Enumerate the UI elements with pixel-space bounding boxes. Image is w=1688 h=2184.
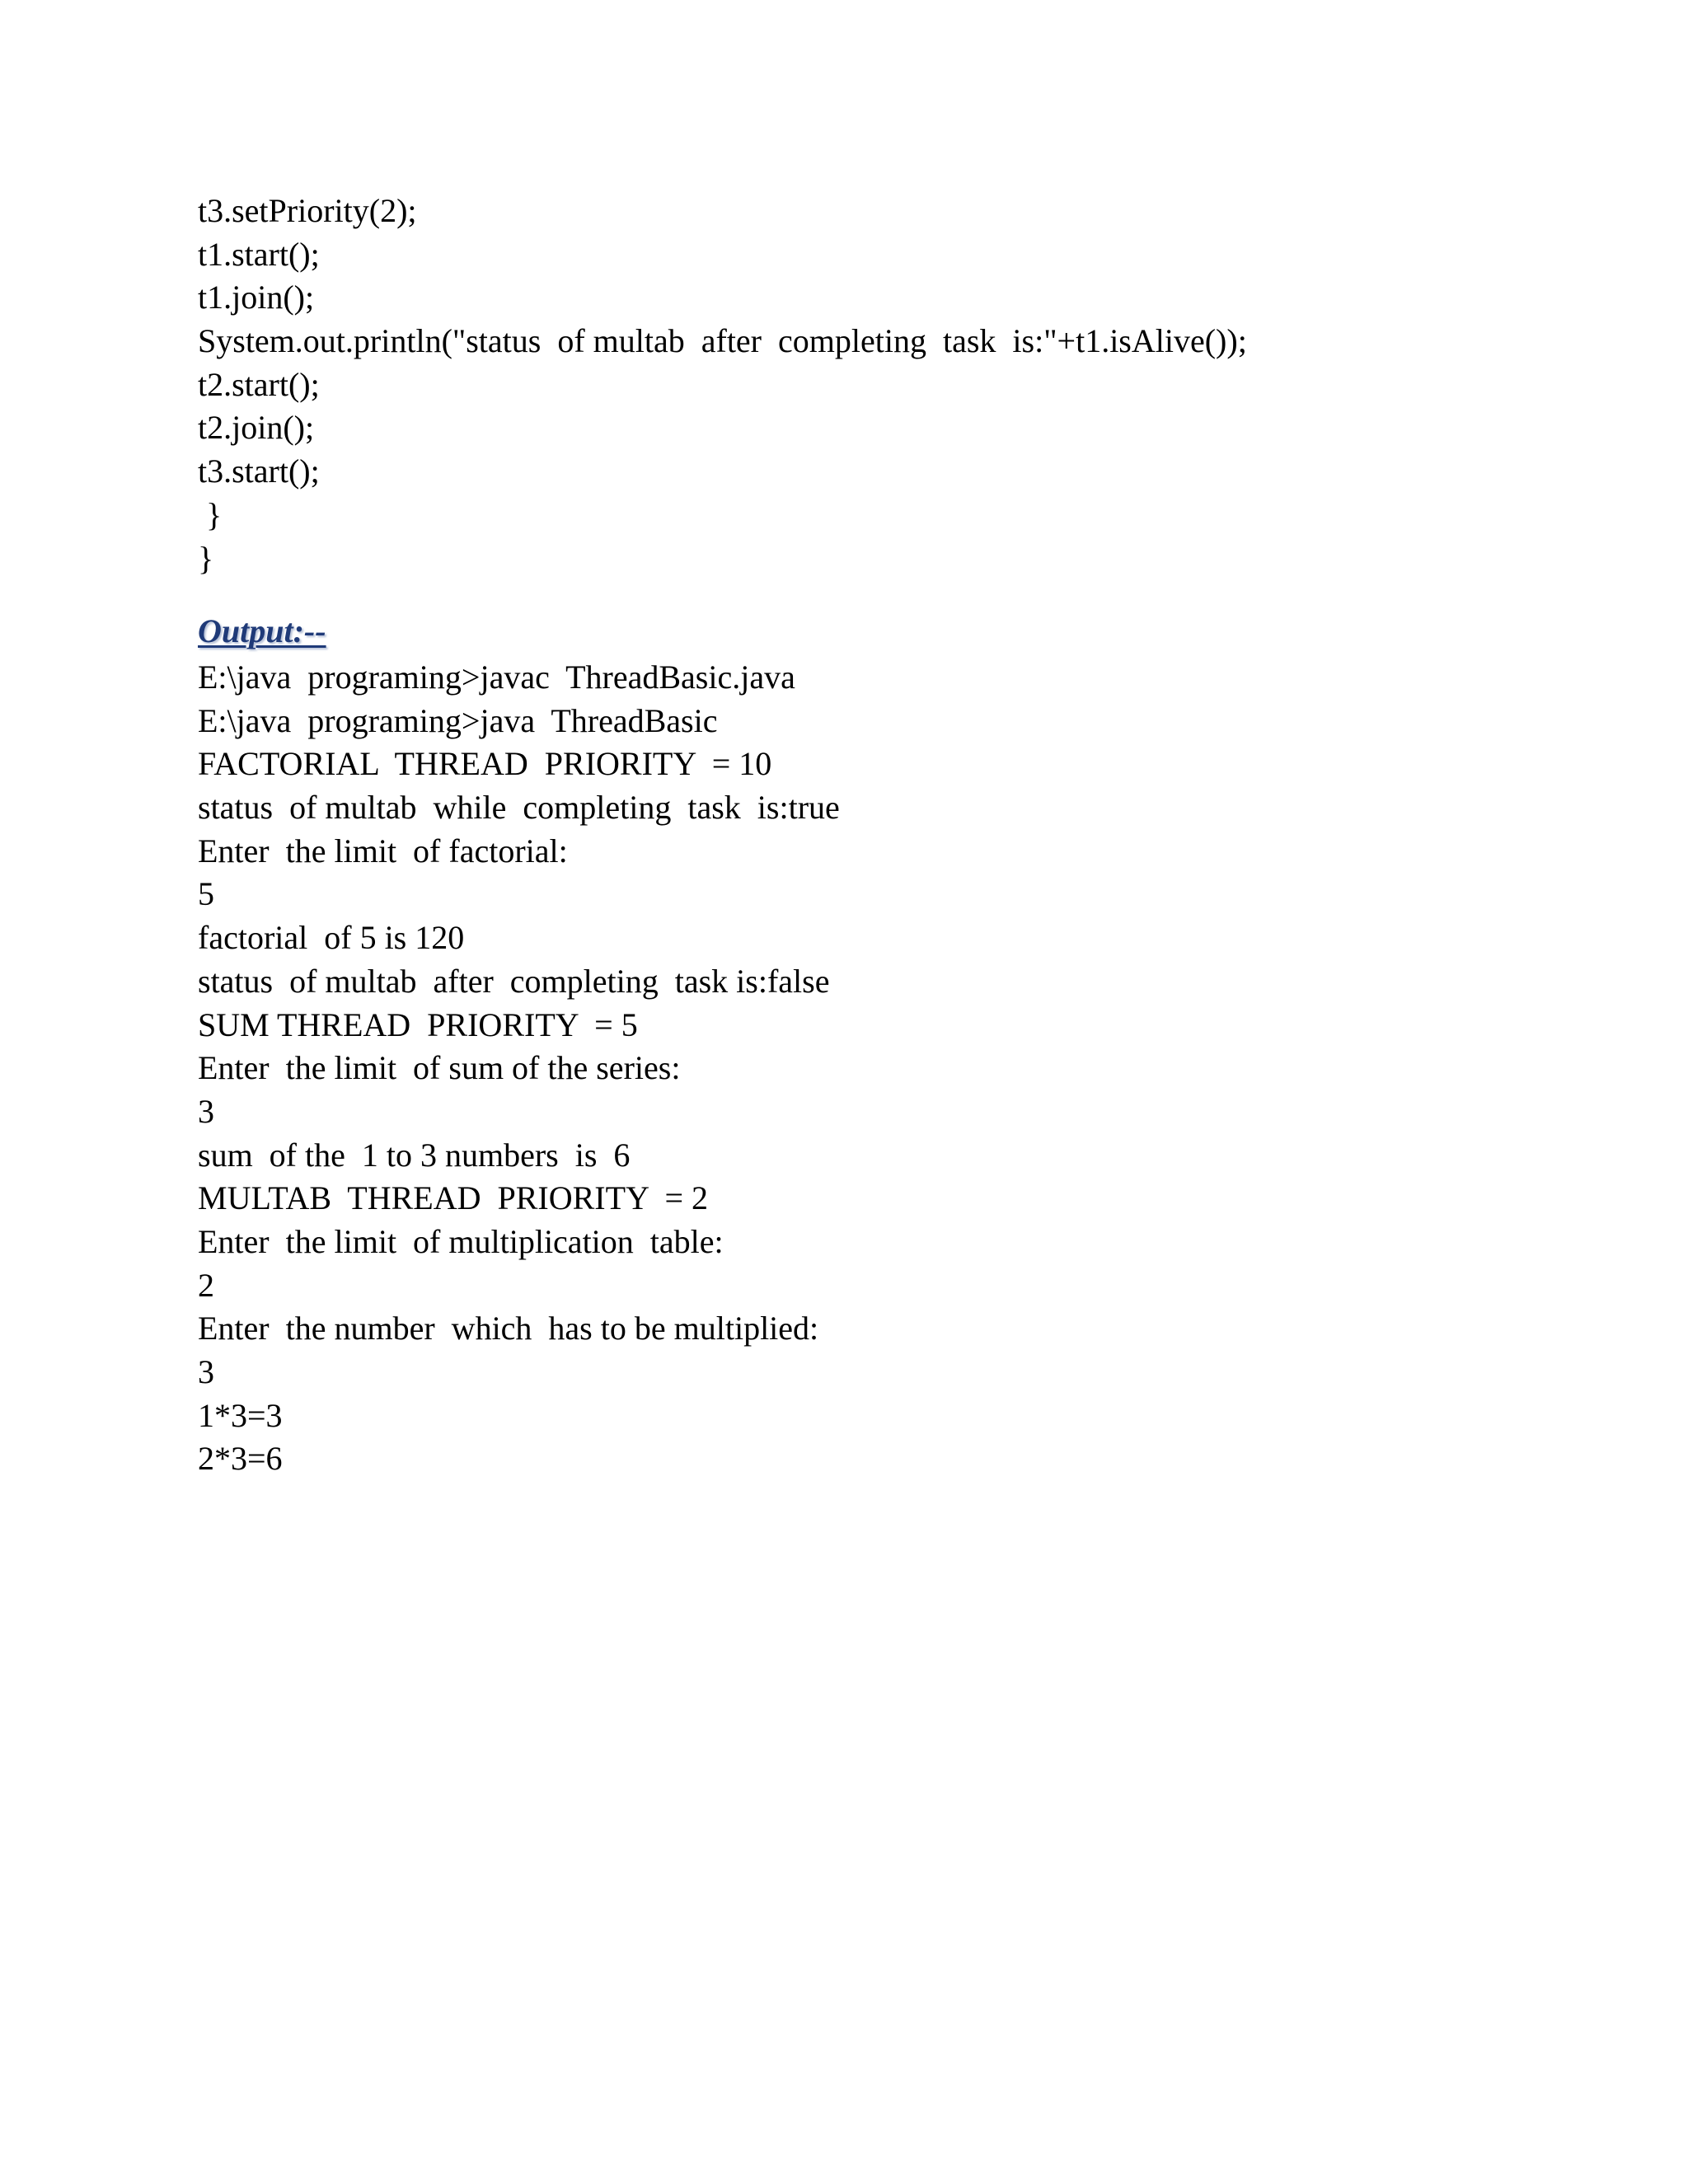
code-line: } <box>198 495 223 533</box>
output-line: SUM THREAD PRIORITY = 5 <box>198 1005 638 1043</box>
output-line: status of multab after completing task is:false <box>198 962 830 1000</box>
output-line: Enter the limit of sum of the series: <box>198 1049 681 1087</box>
output-line: status of multab while completing task is:true <box>198 789 840 827</box>
output-line: 2 <box>198 1266 214 1304</box>
output-line: E:\java programing>javac ThreadBasic.java <box>198 658 795 696</box>
output-line: Enter the number which has to be multiplied: <box>198 1310 819 1347</box>
code-line: t2.join(); <box>198 409 315 447</box>
code-listing <box>198 190 1517 580</box>
output-line: factorial of 5 is 120 <box>198 919 465 957</box>
code-line: t2.start(); <box>198 365 320 403</box>
code-line: t3.setPriority(2); <box>198 192 417 229</box>
output-line: Enter the limit of factorial: <box>198 832 568 869</box>
code-line: } <box>198 539 214 577</box>
output-line: 3 <box>198 1092 214 1130</box>
code-line: t3.start(); <box>198 452 320 490</box>
output-line: sum of the 1 to 3 numbers is 6 <box>198 1136 631 1174</box>
code-line: System.out.println("status of multab after completing task is:"+t1.isAlive()); <box>198 322 1247 360</box>
output-line: 2*3=6 <box>198 1440 283 1478</box>
code-line: t1.start(); <box>198 235 320 273</box>
output-listing <box>198 656 1517 1481</box>
code-line: t1.join(); <box>198 279 315 316</box>
output-line: 3 <box>198 1353 214 1390</box>
output-heading: Output:-- <box>198 612 326 649</box>
output-line: MULTAB THREAD PRIORITY = 2 <box>198 1179 709 1217</box>
output-line: FACTORIAL THREAD PRIORITY = 10 <box>198 745 772 783</box>
output-line: Enter the limit of multiplication table: <box>198 1222 724 1260</box>
output-line: 5 <box>198 875 214 913</box>
output-line: 1*3=3 <box>198 1396 283 1434</box>
output-line: E:\java programing>java ThreadBasic <box>198 701 718 739</box>
